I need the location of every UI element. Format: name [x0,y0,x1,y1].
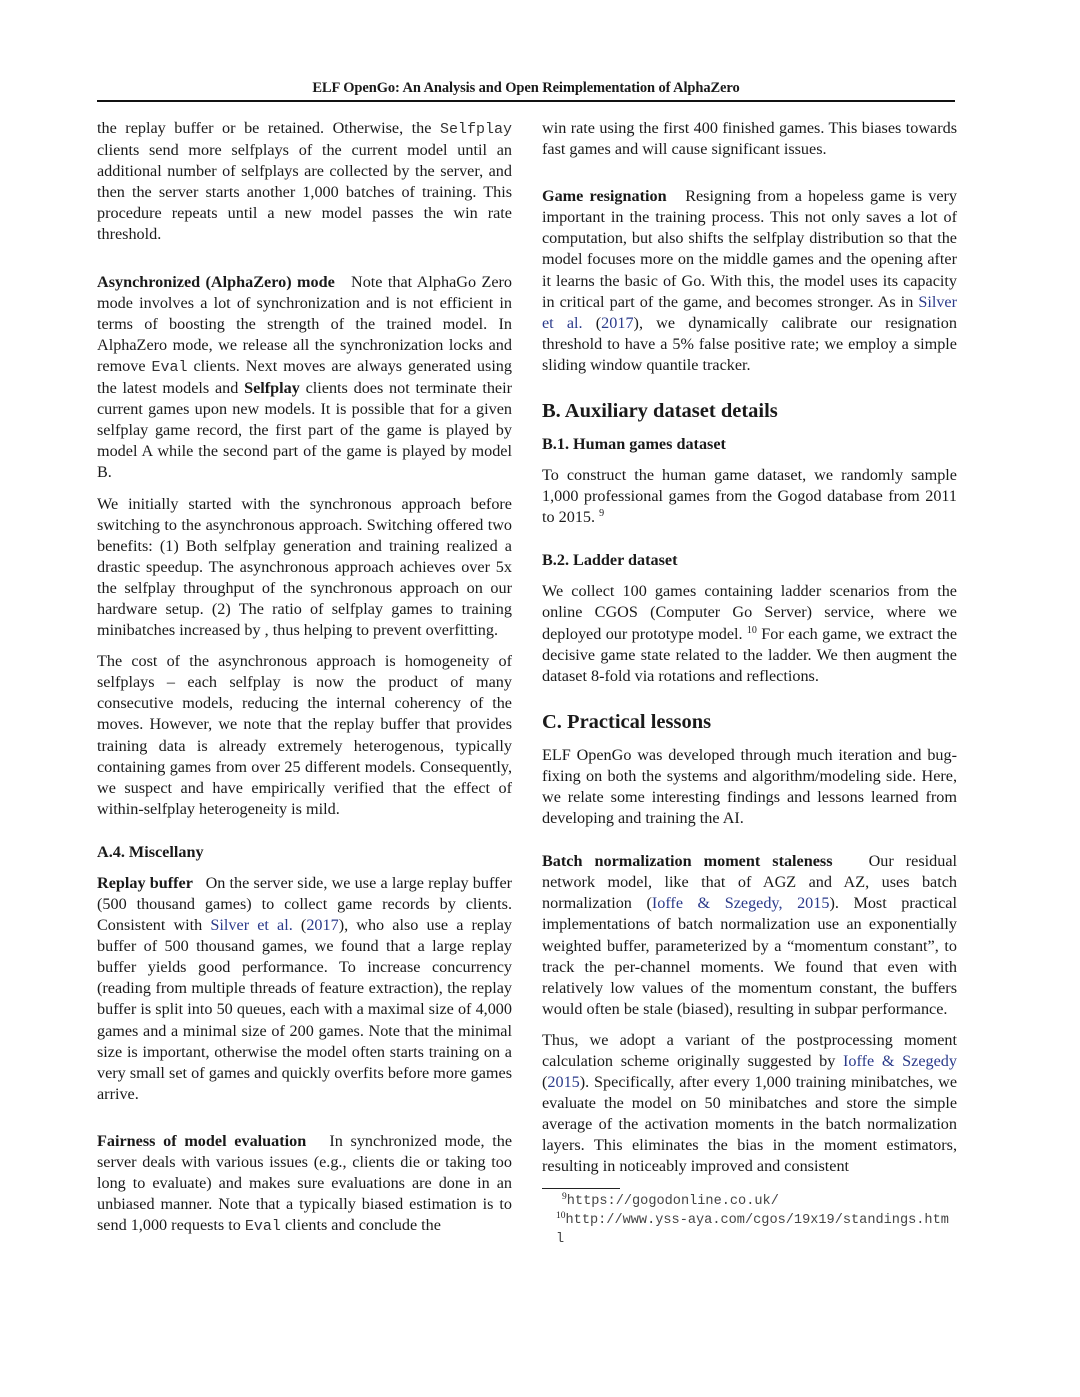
footnote-rule [542,1188,620,1189]
citation-link[interactable]: Silver et al. [542,292,957,332]
footnote-url[interactable]: https://gogodonline.co.uk/ [566,1193,779,1209]
section-heading-b1: B.1. Human games dataset [542,435,726,454]
citation-year-link[interactable]: 2015 [547,1073,580,1092]
section-heading-c: C. Practical lessons [542,710,712,733]
footnote-9: $^9$https://gogodonline.co.uk/ [562,1191,779,1209]
section-heading-b2: B.2. Ladder dataset [542,551,678,570]
code-eval: Eval [244,1218,281,1236]
paragraph-human-games: To construct the human game dataset, we randomly sample 1,000 professional games from the Gogod database from 2011 to 2015. $^9$ [542,466,957,527]
right-column [542,118,957,1249]
left-column [97,118,512,1237]
run-in-heading: Fairness of model evaluation [97,1131,307,1150]
paragraph-ladder: We collect 100 games containing ladder scenarios from the online CGOS (Computer Go Server) service, where we deployed our prototype model. $^{10}$ For each game, we extract the decisive game state related to the ladder. We then augment the dataset 8-fold via rotations and reflections. [542,582,958,685]
footnote-url[interactable]: http://www.yss-aya.com/cgos/19x19/standings.html [556,1212,949,1247]
paragraph-continuation: win rate using the first 400 finished games. This biases towards fast games and will cause significant issues. [542,119,957,159]
run-in-heading: Asynchronized (AlphaZero) mode [97,272,335,291]
citation-link[interactable]: Ioffe & Szegedy [843,1052,957,1070]
paragraph-lessons: ELF OpenGo was developed through much iteration and bug-fixing on both the systems and algorithm/modeling side. Here, we relate some interesting findings and lessons learned from developing and training the AI. [542,745,957,828]
paragraph-batchnorm: Batch normalization moment staleness Our residual network model, like that of AGZ and AZ, uses batch normalization (Ioffe & Szegedy, 2015). Most practical implementations of batch normalization use an exponentially weighted buffer, parameterized by a “momentum constant”, to track the per-channel moments. We found that even with relatively low values of the momentum constant, the buffers would often be stale (biased), resulting in subpar performance. [542,852,958,1018]
paragraph-game-resignation: Game resignation Resigning from a hopeless game is very important in the training process. This not only saves a lot of computation, but also shifts the selfplay distribution so that the model focuses more on the middle games and the opening after it learns the basic of Go. With this, the model uses its capacity in critical part of the game, and becomes stronger. As in Silver et al. (2017), we dynamically calibrate our resignation threshold to have a 5% false positive rate; we employ a simple sliding window quantile tracker. [542,187,958,374]
paragraph-replay-buffer: Replay buffer On the server side, we use a large replay buffer (500 thousand games) to collect game records by clients. Consistent with Silver et al. (2017), who also use a replay buffer of 500 thousand games, we found that a large replay buffer yields good performance. To increase concurrency (reading from multiple threads of feature extraction), the replay buffer is split into 50 queues, each with a maximal size of 4,000 games and a minimal size of 200 games. Note that the minimal size is important, otherwise the model often starts training on a very small set of games and quickly overfits before more games arrive. [97,873,513,1103]
citation-link[interactable]: Ioffe & Szegedy, 2015 [651,894,830,913]
footnote-10: $^{10}$http://www.yss-aya.com/cgos/19x19/standings.html [556,1210,949,1247]
run-in-heading: Batch normalization moment staleness [542,852,833,871]
header-rule [97,100,955,102]
footnote-marker[interactable]: 9 [599,508,605,520]
citation-year-link[interactable]: 2017 [601,313,634,332]
section-heading-a4: A.4. Miscellany [97,842,204,861]
run-in-heading: Game resignation [542,187,667,206]
code-selfplay: Selfplay [439,121,512,138]
section-heading-b: B. Auxiliary dataset details [542,400,778,423]
citation-link[interactable]: Silver et al. [210,916,293,935]
paragraph-cost: The cost of the asynchronous approach is homogeneity of selfplays – each selfplay is now the product of many consecutive models, reducing the internal coherency of the moves. However, we note that the replay buffer that provides training data is already extremely heterogenous, typically containing games from over 25 different models. Consequently, we suspect and have empirically verified that the effect of within-selfplay heterogeneity is mild. [97,652,512,818]
paragraph-switching: We initially started with the synchronous approach before switching to the asynchronous approach. Switching offered two benefits: (1) Both selfplay generation and training realized a drastic speedup. The asynchronous approach achieves over 5x the selfplay throughput of the synchronous approach on our hardware setup. (2) The ratio of selfplay games to training minibatches increased by , thus helping to prevent overfitting. [97,494,512,640]
code-eval: Eval [151,358,188,376]
running-title: ELF OpenGo: An Analysis and Open Reimplementation of AlphaZero [312,80,740,96]
citation-year-link[interactable]: 2017 [306,916,339,935]
paragraph-async-mode: Asynchronized (AlphaZero) mode Note that AlphaGo Zero mode involves a lot of synchronization and is not efficient in terms of boosting the strength of the trained model. In AlphaZero mode, we release all the synchronization locks and remove Eval clients. Next moves are always generated using the latest models and Selfplay clients does not terminate their current games upon new models. It is possible that for a given selfplay game record, the first part of the game is played by model A while the second part of the game is played by model B. [97,272,513,482]
footnote-marker[interactable]: 10 [746,624,757,636]
paragraph-continuation: the replay buffer or be retained. Otherwise, the Selfplay clients send more selfplays of the current model until an additional number of selfplays are collected by the server, and then the server starts another 1,000 batches of training. This procedure repeats until a new model passes the win rate threshold. [97,119,512,244]
paragraph-fairness: Fairness of model evaluation In synchronized mode, the server deals with various issues (e.g., clients die or taking too long to evaluate) and makes sure evaluations are done in an unbiased manner. Note that a typically biased estimation is to send 1,000 requests to Eval clients and conclude the [97,1131,513,1236]
run-in-heading: Replay buffer [97,873,193,892]
paragraph-postprocessing: Thus, we adopt a variant of the postprocessing moment calculation scheme originally suggested by Ioffe & Szegedy (2015). Specifically, after every 1,000 training minibatches, we evaluate the model on 50 minibatches and store the simple average of the activation moments in the batch normalization layers. This eliminates the bias in the moment estimators, resulting in noticeably improved and consistent [542,1030,957,1176]
